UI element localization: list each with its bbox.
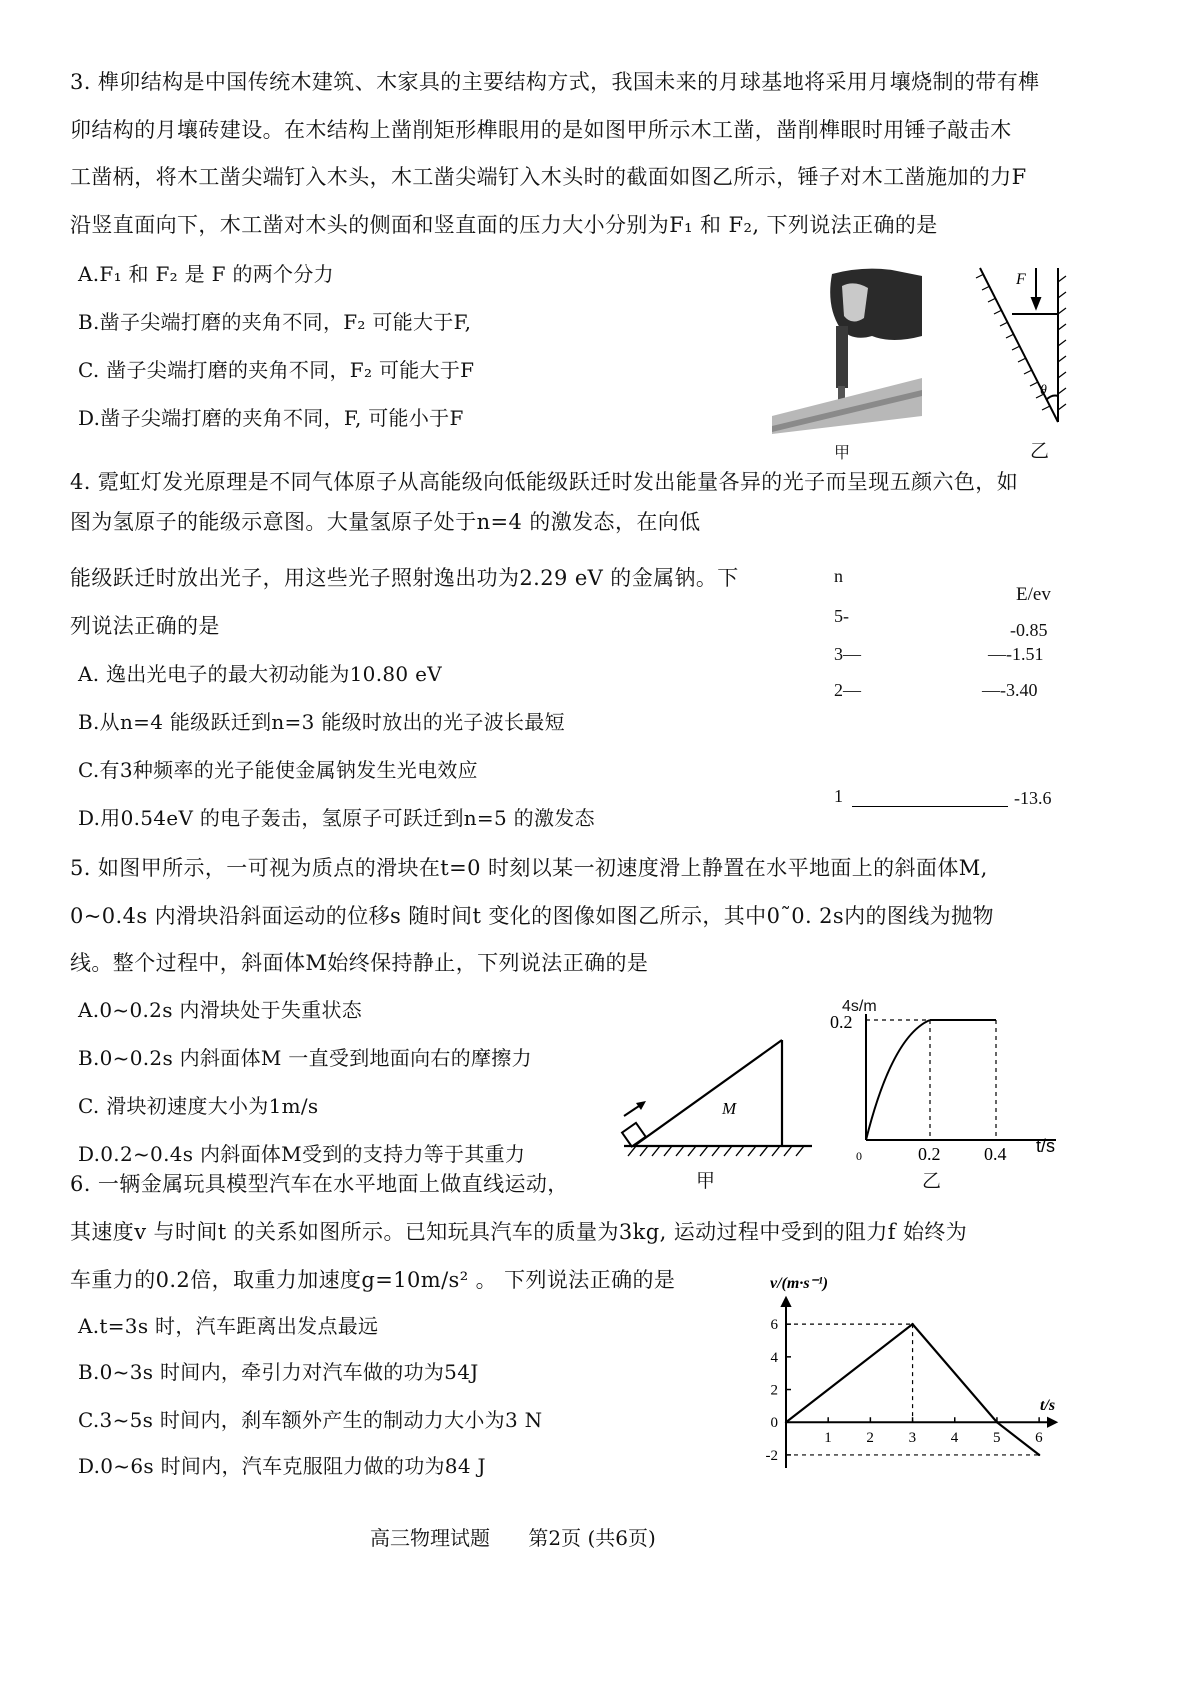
q6-option-d: D.0~6s 时间内，汽车克服阻力做的功为84 J <box>78 1454 486 1478</box>
q3-option-b: B.凿子尖端打磨的夹角不同，F₂ 可能大于F, <box>78 310 472 334</box>
s-t-graph <box>826 1000 1076 1170</box>
q5-option-c: C. 滑块初速度大小为1m/s <box>78 1094 319 1118</box>
q3-option-a: A.F₁ 和 F₂ 是 F 的两个分力 <box>78 262 334 286</box>
y-tick-label: 0.2 <box>830 1012 853 1032</box>
chart-point <box>785 1421 787 1423</box>
q6-line: 其速度v 与时间t 的关系如图所示。已知玩具汽车的质量为3kg, 运动过程中受到的阻力f 始终为 <box>70 1220 968 1244</box>
level-e2: —-3.40 <box>982 680 1038 700</box>
chart-y-arrow <box>782 1298 790 1306</box>
q5-line: 0~0.4s 内滑块沿斜面运动的位移s 随时间t 变化的图像如图乙所示，其中0˜0. 2s内的图线为抛物 <box>70 904 994 928</box>
y-axis-label: 4s/m <box>842 998 877 1015</box>
q6-line: 6. 一辆金属玩具模型汽车在水平地面上做直线运动， <box>70 1172 569 1196</box>
level-e5: -0.85 <box>1010 620 1048 640</box>
q5-option-a: A.0~0.2s 内滑块处于失重状态 <box>78 998 363 1022</box>
chart-x-axis-label: t/s <box>1040 1397 1056 1414</box>
incline-diagram <box>606 1030 816 1160</box>
q4-option-a: A. 逸出光电子的最大初动能为10.80 eV <box>78 662 442 686</box>
q4-line: 能级跃迁时放出光子，用这些光子照射逸出功为2.29 eV 的金属钠。下 <box>70 566 739 590</box>
q3-line: 3. 榫卯结构是中国传统木建筑、木家具的主要结构方式，我国未来的月球基地将采用月壤烧制的带有榫 <box>70 70 1040 94</box>
fig-yi-label: 乙 <box>1030 440 1050 462</box>
q4-option-b: B.从n=4 能级跃迁到n=3 能级时放出的光子波长最短 <box>78 710 565 734</box>
q6-line: 车重力的0.2倍，取重力加速度g=10m/s² 。 下列说法正确的是 <box>70 1268 676 1292</box>
chart-y-tick-label: -2 <box>765 1447 778 1464</box>
force-f-label: F <box>1016 271 1026 288</box>
q4-line: 4. 霓虹灯发光原理是不同气体原子从高能级向低能级跃迁时发出能量各异的光子而呈现五颜六色，如 <box>70 470 1019 494</box>
level-n1: 1 <box>834 786 843 806</box>
q6-option-c: C.3~5s 时间内，刹车额外产生的制动力大小为3 N <box>78 1408 543 1432</box>
e-header: E/ev <box>1016 584 1051 605</box>
mass-m-label: M <box>722 1099 737 1118</box>
footer-page-number: 第2页 (共6页) <box>528 1526 656 1550</box>
q5-line: 线。整个过程中，斜面体M始终保持静止，下列说法正确的是 <box>70 951 649 975</box>
chart-x-tick-label: 5 <box>992 1430 1001 1447</box>
q3-line: 卯结构的月壤砖建设。在木结构上凿削矩形榫眼用的是如图甲所示木工凿，凿削榫眼时用锤子敲击木 <box>70 118 1012 142</box>
chart-y-tick-label: 2 <box>770 1382 778 1399</box>
chart-y-tick-label: 0 <box>770 1415 778 1432</box>
x-tick-label: 0.4 <box>984 1144 1007 1164</box>
q4-option-c: C.有3种频率的光子能使金属钠发生光电效应 <box>78 758 478 782</box>
level-e3: —-1.51 <box>988 644 1044 664</box>
wedge-diagram <box>970 262 1080 442</box>
chart-x-tick-label: 6 <box>1035 1430 1043 1447</box>
q5-option-b: B.0~0.2s 内斜面体M 一直受到地面向右的摩擦力 <box>78 1046 532 1070</box>
chart-x-arrow <box>1048 1418 1056 1426</box>
page-footer <box>370 1522 688 1551</box>
origin-label: 0 <box>856 1149 862 1163</box>
q3-option-d: D.凿子尖端打磨的夹角不同，F, 可能小于F <box>78 406 464 430</box>
level-n5: 5- <box>834 606 849 626</box>
q3-option-c: C. 凿子尖端打磨的夹角不同，F₂ 可能大于F <box>78 358 475 382</box>
chart-point <box>911 1323 913 1325</box>
q4-line: 图为氢原子的能级示意图。大量氢原子处于n=4 的激发态，在向低 <box>70 510 701 534</box>
chart-x-tick-label: 4 <box>950 1430 959 1447</box>
chart-x-tick-label: 1 <box>824 1430 832 1447</box>
v-t-chart <box>750 1262 1080 1482</box>
chart-point <box>1038 1454 1040 1456</box>
q3-line: 工凿柄，将木工凿尖端钉入木头，木工凿尖端钉入木头时的截面如图乙所示，锤子对木工凿施加的力F <box>70 165 1027 189</box>
chart-y-tick-label: 4 <box>770 1349 778 1366</box>
chisel-photo <box>772 266 922 434</box>
q5-line: 5. 如图甲所示，一可视为质点的滑块在t=0 时刻以某一初速度滑上静置在水平地面上的斜面体M, <box>70 856 988 880</box>
x-axis-label: t/s <box>1036 1136 1056 1156</box>
level-n3: 3— <box>834 644 861 664</box>
q6-option-b: B.0~3s 时间内，牵引力对汽车做的功为54J <box>78 1360 479 1384</box>
n-header: n <box>834 566 843 586</box>
level-e1: -13.6 <box>1014 788 1052 808</box>
chart-point <box>996 1421 998 1423</box>
q5-option-d: D.0.2~0.4s 内斜面体M受到的支持力等于其重力 <box>78 1142 526 1166</box>
x-tick-label: 0.2 <box>918 1144 941 1164</box>
theta-label: θ <box>1040 383 1047 398</box>
q4-option-d: D.用0.54eV 的电子轰击，氢原子可跃迁到n=5 的激发态 <box>78 806 595 830</box>
chart-x-tick-label: 2 <box>866 1430 874 1447</box>
fig-jia-label: 甲 <box>834 443 851 462</box>
fig-yi-label-q5: 乙 <box>922 1170 942 1192</box>
chart-y-tick-label: 6 <box>770 1317 778 1334</box>
q3-line: 沿竖直面向下，木工凿对木头的侧面和竖直面的压力大小分别为F₁ 和 F₂, 下列说法正确的是 <box>70 213 938 237</box>
footer-subject: 高三物理试题 <box>370 1526 490 1550</box>
q6-option-a: A.t=3s 时，汽车距离出发点最远 <box>78 1314 379 1338</box>
ground-level-line <box>852 806 1008 807</box>
level-n2: 2— <box>834 680 861 700</box>
q4-line: 列说法正确的是 <box>70 614 220 638</box>
chart-y-axis-label: v/(m·s⁻¹) <box>770 1275 829 1292</box>
fig-jia-label-q5: 甲 <box>696 1171 716 1192</box>
chart-x-tick-label: 3 <box>908 1430 917 1447</box>
